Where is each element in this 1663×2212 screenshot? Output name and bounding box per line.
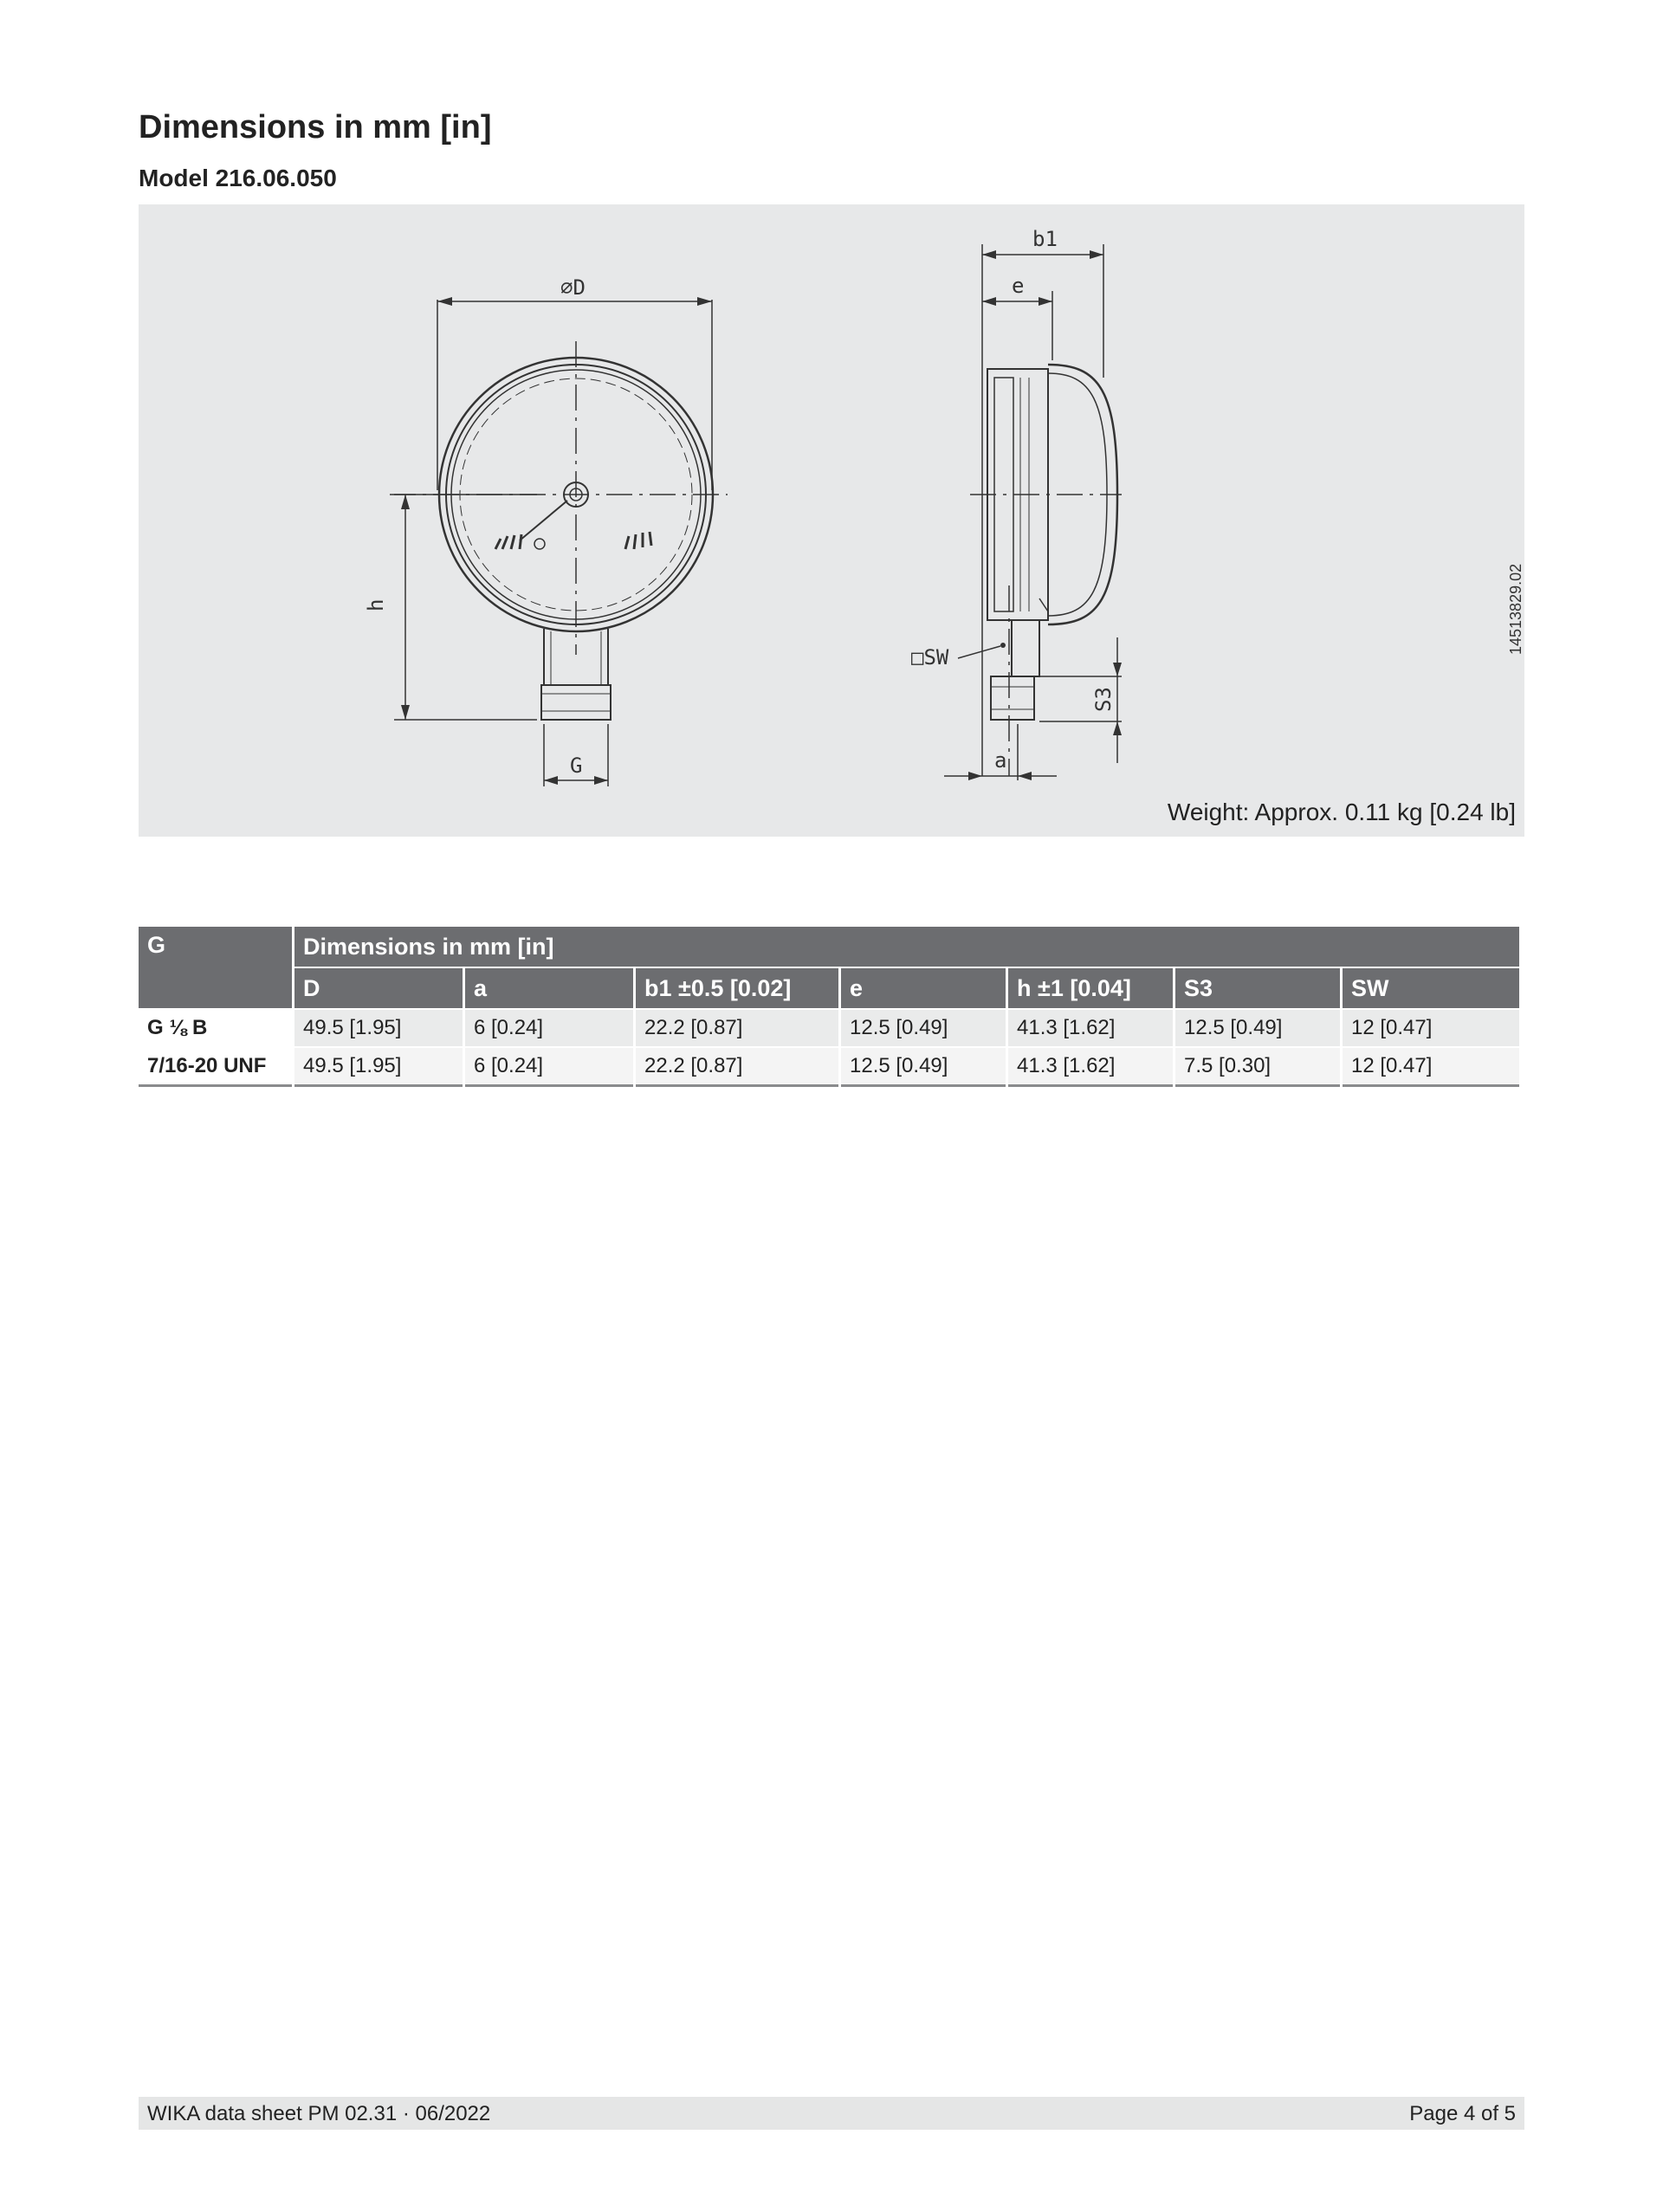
table-column-row [139,968,1519,1008]
header-g: G [139,927,292,1008]
table-cell: 49.5 [1.95] [294,1010,463,1046]
table-row [139,1010,1519,1046]
row-thread: 7/16-20 UNF [139,1048,292,1087]
table-cell: 12 [0.47] [1343,1010,1519,1046]
column-header: a [465,968,633,1008]
column-header: D [294,968,463,1008]
table-cell: 12 [0.47] [1343,1048,1519,1087]
footer-document-id: WIKA data sheet PM 02.31 · 06/2022 [147,2102,491,2125]
page-footer [139,2097,1524,2130]
model-subtitle: Model 216.06.050 [139,165,337,191]
column-header: SW [1343,968,1519,1008]
table-cell: 7.5 [0.30] [1175,1048,1340,1087]
table-cell: 12.5 [0.49] [841,1010,1006,1046]
table-cell: 12.5 [0.49] [841,1048,1006,1087]
page-title: Dimensions in mm [in] [139,109,492,146]
table-cell: 41.3 [1.62] [1008,1010,1173,1046]
label-a: a [994,748,1007,773]
gauge-drawing-svg [139,204,1524,837]
table-cell: 6 [0.24] [465,1010,633,1046]
label-e: e [1012,274,1025,298]
column-header: e [841,968,1006,1008]
column-header: h ±1 [0.04] [1008,968,1173,1008]
table-cell: 6 [0.24] [465,1048,633,1087]
label-diameter: ⌀D [560,275,586,300]
footer-page-number: Page 4 of 5 [1409,2102,1516,2125]
table-header-row [139,927,1519,967]
label-height: h [364,598,388,611]
table-cell: 22.2 [0.87] [636,1010,838,1046]
table-cell: 49.5 [1.95] [294,1048,463,1087]
front-view [364,275,728,786]
label-thread: G [570,754,583,778]
table-cell: 41.3 [1.62] [1008,1048,1173,1087]
dimension-drawing [139,204,1524,837]
column-header: b1 ±0.5 [0.02] [636,968,838,1008]
label-s3: S3 [1091,687,1116,712]
table-cell: 12.5 [0.49] [1175,1010,1340,1046]
drawing-number: 14513829.02 [1507,563,1524,655]
row-thread: G ⅛ B [139,1010,292,1046]
table-cell: 22.2 [0.87] [636,1048,838,1087]
column-header: S3 [1175,968,1340,1008]
table-row [139,1048,1519,1087]
header-dimensions: Dimensions in mm [in] [294,927,1519,967]
weight-note: Weight: Approx. 0.11 kg [0.24 lb] [1167,799,1516,825]
dimensions-table [136,925,1522,1089]
side-view [911,227,1122,780]
label-b1: b1 [1032,227,1058,251]
label-sw: □SW [911,645,949,669]
